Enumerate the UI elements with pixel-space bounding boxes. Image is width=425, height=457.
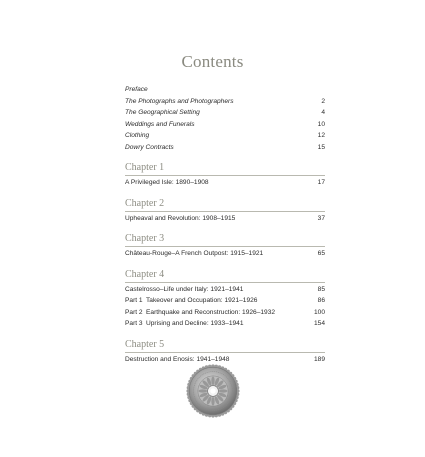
table-of-contents xyxy=(125,84,325,365)
toc-part-wrap xyxy=(125,295,257,307)
toc-entry[interactable] xyxy=(125,248,325,260)
page-title: Contents xyxy=(181,52,244,71)
toc-entry-page: 15 xyxy=(317,143,325,151)
toc-entry-page: 17 xyxy=(317,179,325,186)
chapter-heading: Chapter 5 xyxy=(125,338,325,353)
toc-entry-title: Weddings and Funerals xyxy=(125,120,195,128)
chapter-5-section xyxy=(125,338,325,366)
part-label: Part 2 xyxy=(125,308,143,316)
toc-entry-geographical-setting[interactable] xyxy=(125,107,325,119)
toc-entry-photographs[interactable] xyxy=(125,96,325,108)
toc-entry-page: 85 xyxy=(317,285,325,293)
toc-entry-title: Upheaval and Revolution: 1908–1915 xyxy=(125,214,236,222)
chapter-4-section xyxy=(125,268,325,330)
toc-entry-title: Clothing xyxy=(125,132,150,139)
toc-entry-part[interactable] xyxy=(125,318,325,330)
chapter-heading: Chapter 3 xyxy=(125,232,325,247)
toc-entry-page: 2 xyxy=(321,97,325,105)
chapter-heading: Chapter 1 xyxy=(125,161,325,176)
toc-entry-title: Preface xyxy=(125,86,148,93)
toc-entry-title: Earthquake and Reconstruction: 1926–1932 xyxy=(146,308,276,316)
toc-entry-page: 12 xyxy=(317,132,325,139)
toc-entry-page: 154 xyxy=(313,320,325,327)
toc-entry-part[interactable] xyxy=(125,307,325,319)
chapter-2-section xyxy=(125,197,325,225)
toc-part-wrap xyxy=(125,318,244,330)
toc-entry-page: 86 xyxy=(317,297,325,304)
toc-entry-dowry-contracts[interactable] xyxy=(125,142,325,154)
silver-coin-ornament-icon xyxy=(186,364,240,418)
toc-entry[interactable] xyxy=(125,177,325,189)
part-label: Part 3 xyxy=(125,320,143,327)
chapter-heading: Chapter 4 xyxy=(125,268,325,283)
toc-entry-page: 4 xyxy=(321,109,325,116)
toc-entry-page: 65 xyxy=(317,250,325,257)
toc-entry[interactable] xyxy=(125,284,325,296)
toc-entry-title: The Photographs and Photographers xyxy=(125,97,234,105)
toc-entry-title: Takeover and Occupation: 1921–1926 xyxy=(146,297,258,304)
part-label: Part 1 xyxy=(125,297,143,304)
toc-entry-title: Destruction and Enosis: 1941–1948 xyxy=(125,355,230,363)
chapter-1-section xyxy=(125,161,325,189)
front-matter-list xyxy=(125,84,325,153)
toc-entry-page: 37 xyxy=(317,214,325,222)
toc-entry[interactable] xyxy=(125,213,325,225)
toc-entry-title: A Privileged Isle: 1890–1908 xyxy=(125,179,209,186)
toc-entry-page: 189 xyxy=(313,355,325,363)
toc-entry-page: 10 xyxy=(317,120,325,128)
toc-entry-weddings-funerals[interactable] xyxy=(125,119,325,131)
toc-entry-title: Dowry Contracts xyxy=(125,143,174,151)
toc-entry-clothing[interactable] xyxy=(125,130,325,142)
toc-entry-part[interactable] xyxy=(125,295,325,307)
chapter-3-section xyxy=(125,232,325,260)
chapter-heading: Chapter 2 xyxy=(125,197,325,212)
toc-entry-title: The Geographical Setting xyxy=(125,109,200,116)
toc-entry-page: 100 xyxy=(313,308,325,316)
toc-part-wrap xyxy=(125,307,275,319)
toc-entry-title: Castelrosso–Life under Italy: 1921–1941 xyxy=(125,285,244,293)
toc-entry-preface[interactable] xyxy=(125,84,325,96)
toc-entry-title: Uprising and Decline: 1933–1941 xyxy=(146,320,244,327)
toc-entry-title: Château-Rouge–A French Outpost: 1915–1921 xyxy=(125,250,264,257)
